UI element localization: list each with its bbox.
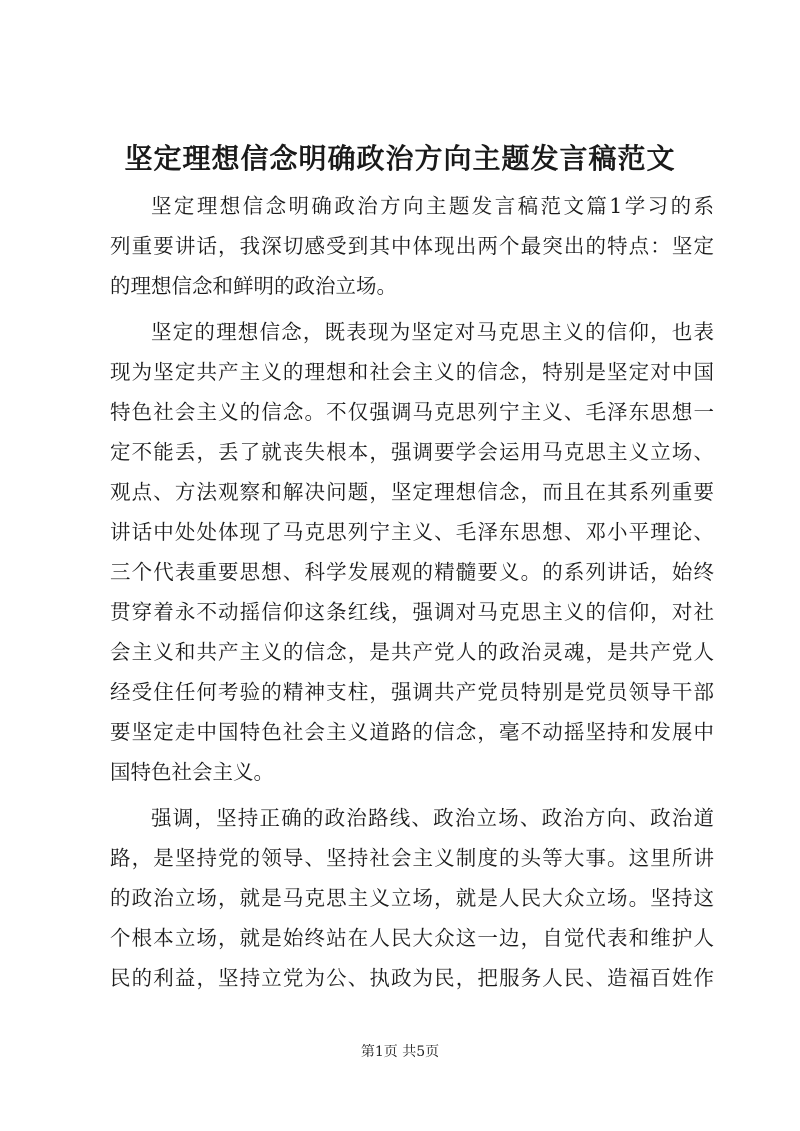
paragraph-line: 三个代表重要思想、科学发展观的精髓要义。的系列讲话，始终 bbox=[110, 560, 714, 584]
paragraph-line: 国特色社会主义。 bbox=[110, 760, 274, 784]
paragraph-line: 会主义和共产主义的信念，是共产党人的政治灵魂，是共产党人 bbox=[110, 640, 714, 664]
paragraph-line: 的理想信念和鲜明的政治立场。 bbox=[110, 274, 397, 298]
paragraph-line: 的政治立场，就是马克思主义立场，就是人民大众立场。坚持这 bbox=[110, 886, 714, 910]
document-title: 坚定理想信念明确政治方向主题发言稿范文 bbox=[124, 142, 676, 175]
paragraph-line: 路，是坚持党的领导、坚持社会主义制度的头等大事。这里所讲 bbox=[110, 846, 714, 870]
paragraph-line: 观点、方法观察和解决问题，坚定理想信念，而且在其系列重要 bbox=[110, 480, 714, 504]
paragraph-line: 经受住任何考验的精神支柱，强调共产党员特别是党员领导干部 bbox=[110, 680, 714, 704]
paragraph-line: 坚定理想信念明确政治方向主题发言稿范文篇1学习的系 bbox=[151, 194, 714, 218]
paragraph-line: 强调，坚持正确的政治路线、政治立场、政治方向、政治道 bbox=[151, 806, 714, 830]
paragraph-3 bbox=[110, 798, 714, 998]
paragraph-2 bbox=[110, 312, 714, 792]
paragraph-line: 讲话中处处体现了马克思列宁主义、毛泽东思想、邓小平理论、 bbox=[110, 520, 714, 544]
paragraph-line: 民的利益，坚持立党为公、执政为民，把服务人民、造福百姓作 bbox=[110, 966, 714, 990]
paragraph-line: 要坚定走中国特色社会主义道路的信念，毫不动摇坚持和发展中 bbox=[110, 720, 714, 744]
paragraph-line: 定不能丢，丢了就丧失根本，强调要学会运用马克思主义立场、 bbox=[110, 440, 714, 464]
paragraph-line: 坚定的理想信念，既表现为坚定对马克思主义的信仰，也表 bbox=[151, 320, 714, 344]
paragraph-line: 贯穿着永不动摇信仰这条红线，强调对马克思主义的信仰，对社 bbox=[110, 600, 714, 624]
paragraph-line: 列重要讲话，我深切感受到其中体现出两个最突出的特点：坚定 bbox=[110, 234, 714, 258]
paragraph-line: 特色社会主义的信念。不仅强调马克思列宁主义、毛泽东思想一 bbox=[110, 400, 714, 424]
paragraph-1 bbox=[110, 186, 714, 306]
paragraph-line: 现为坚定共产主义的理想和社会主义的信念，特别是坚定对中国 bbox=[110, 360, 714, 384]
paragraph-line: 个根本立场，就是始终站在人民大众这一边，自觉代表和维护人 bbox=[110, 926, 714, 950]
page-number-footer: 第1页 共5页 bbox=[360, 1044, 440, 1060]
document-body bbox=[110, 186, 714, 1004]
